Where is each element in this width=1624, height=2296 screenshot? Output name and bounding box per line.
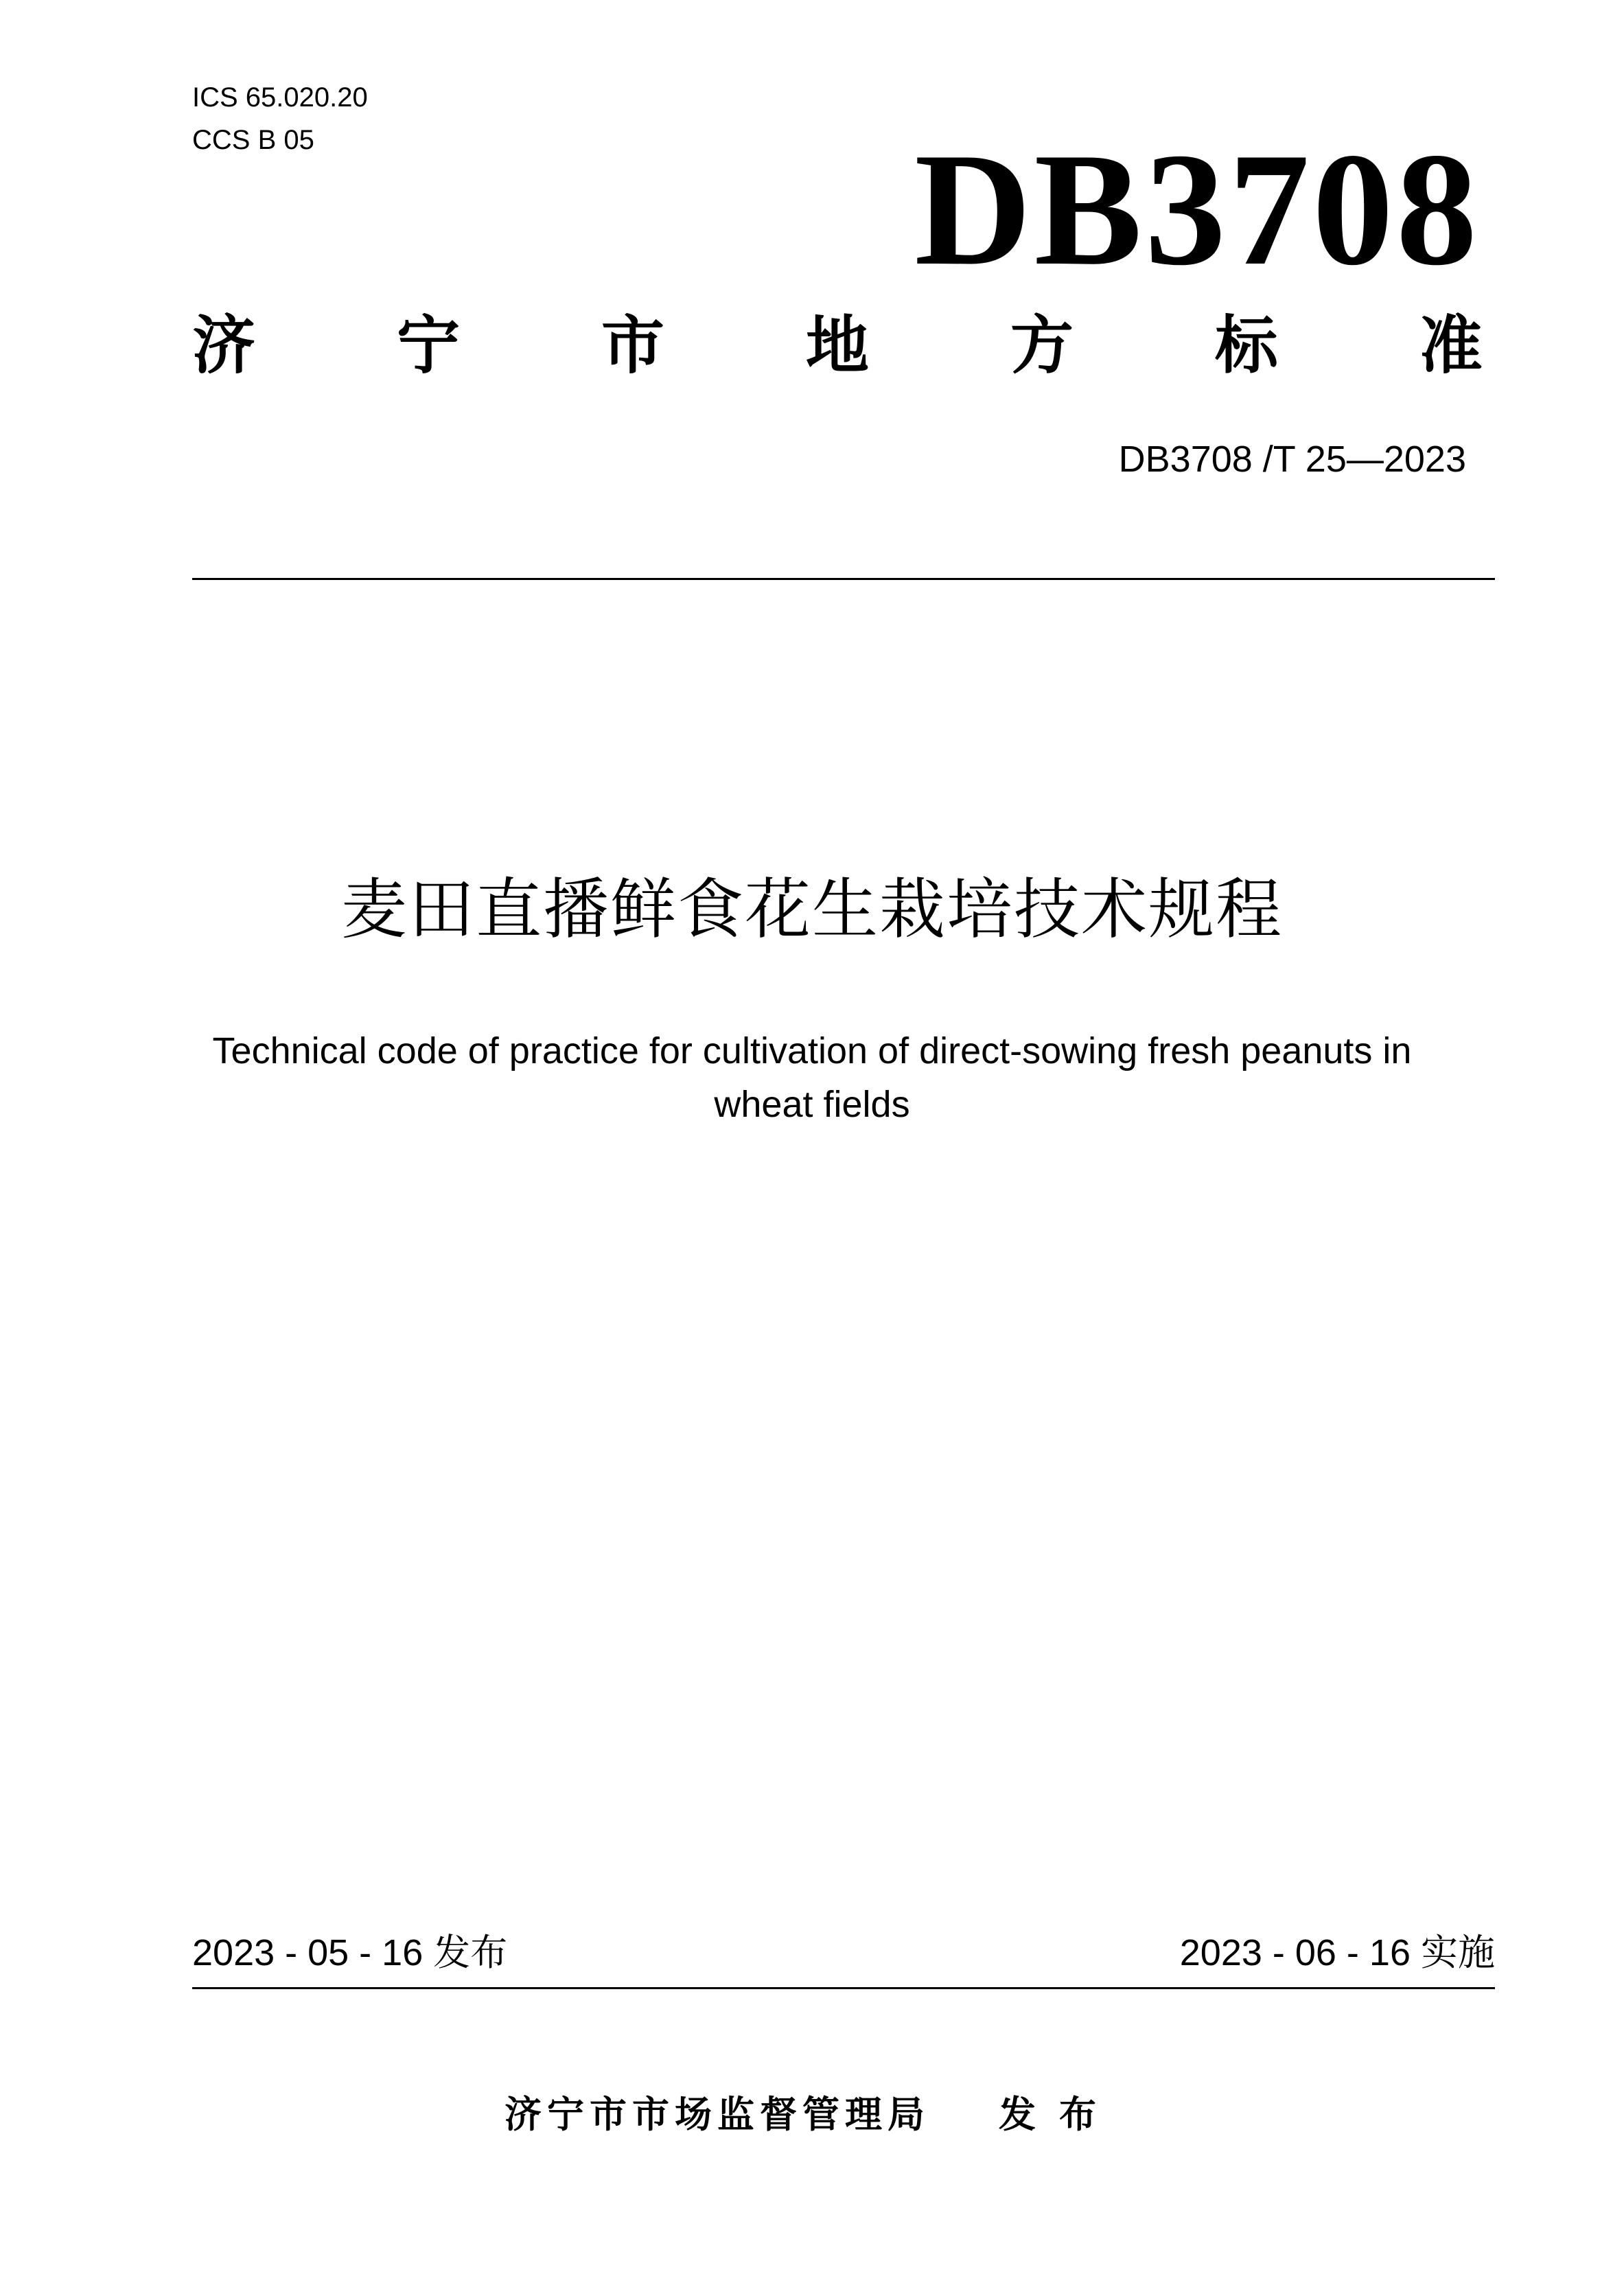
implementation-date: 2023 - 06 - 16 实施 bbox=[1179, 1932, 1495, 1973]
issue-date: 2023 - 05 - 16 发布 bbox=[192, 1932, 508, 1973]
header-divider bbox=[192, 578, 1495, 580]
standard-type-char: 标 bbox=[1214, 311, 1278, 381]
standard-type-char: 宁 bbox=[396, 311, 460, 381]
standard-number: DB3708 /T 25—2023 bbox=[1118, 439, 1466, 480]
document-title-english: Technical code of practice for cultivation of direct-sowing fresh peanuts in wheat fields bbox=[212, 1030, 1412, 1125]
publisher-line bbox=[0, 2096, 1624, 2133]
publisher-name: 济宁市市场监督管理局 bbox=[504, 2094, 930, 2135]
standard-type-char: 济 bbox=[192, 311, 256, 381]
document-title-chinese: 麦田直播鲜食花生栽培技术规程 bbox=[341, 873, 1283, 947]
ics-code: ICS 65.020.20 bbox=[192, 82, 368, 113]
publish-label: 发布 bbox=[999, 2094, 1120, 2135]
standard-type-char: 准 bbox=[1419, 311, 1483, 381]
footer-divider bbox=[192, 1987, 1495, 1989]
standard-type-char: 市 bbox=[601, 311, 664, 381]
db-code-logo: DB3708 bbox=[914, 120, 1480, 299]
standard-type-char: 方 bbox=[1010, 311, 1074, 381]
ccs-code: CCS B 05 bbox=[192, 125, 314, 155]
standard-type-heading bbox=[192, 311, 1483, 381]
standard-type-char: 地 bbox=[805, 311, 869, 381]
